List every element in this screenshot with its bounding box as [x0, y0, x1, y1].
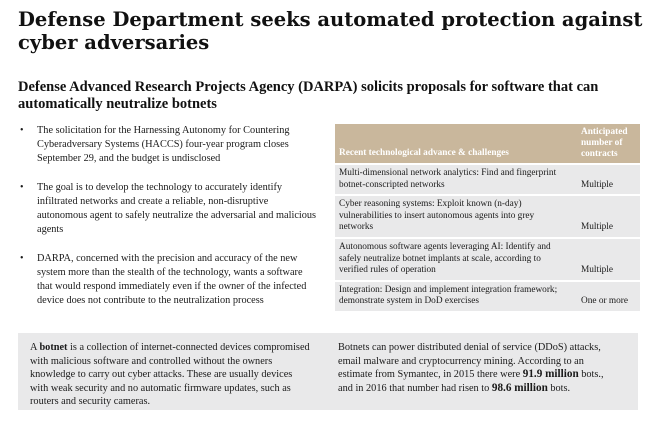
- botnet-definition: [30, 341, 312, 409]
- bullet-list: [20, 124, 320, 323]
- bullet-item: [20, 252, 320, 308]
- bullet-icon: •: [20, 182, 24, 193]
- table-row: [335, 238, 640, 281]
- botnet-term: botnet: [39, 342, 68, 353]
- table-header-row: [335, 124, 640, 164]
- stats-text-3: bots.: [547, 382, 571, 394]
- stats-text-1: Botnets can power distributed denial of service (DDoS) attacks, email malware and cryptocurrency mining. According to an estimate from Symantec, in 2015 there were: [338, 342, 601, 381]
- table-cell-advance: Integration: Design and implement integration framework; demonstrate system in DoD exercises: [335, 281, 573, 312]
- table-row: [335, 195, 640, 238]
- bullet-text: The solicitation for the Harnessing Autonomy for Countering Cyberadversary Systems (HACCS) four-year program closes September 29, and the budget is undisclosed: [37, 125, 290, 164]
- stats-text-2: bots., and in 2016 that number had risen to: [338, 369, 604, 394]
- table-header-contracts: Anticipated number of contracts: [573, 124, 640, 164]
- bullet-text: The goal is to develop the technology to accurately identify infiltrated networks and create a reliable, non-disruptive autonomous agent to safely neutralize the adversarial and malicious agents: [37, 182, 317, 235]
- bullet-icon: •: [20, 125, 24, 136]
- page-subtitle: Defense Advanced Research Projects Agency (DARPA) solicits proposals for software that can automatically neutralize botnets: [18, 79, 599, 112]
- page-title: Defense Department seeks automated protection against cyber adversaries: [18, 8, 643, 54]
- table-cell-contracts: One or more: [573, 281, 640, 312]
- contracts-table: [335, 124, 640, 313]
- bullet-icon: •: [20, 253, 24, 264]
- table-cell-advance: Autonomous software agents leveraging AI: Identify and safely neutralize botnet implants at scale, according to verified rules of operation: [335, 238, 573, 281]
- table-cell-contracts: Multiple: [573, 238, 640, 281]
- table-row: [335, 164, 640, 195]
- table-cell-contracts: Multiple: [573, 195, 640, 238]
- table-cell-contracts: Multiple: [573, 164, 640, 195]
- table-header-advance: Recent technological advance & challenges: [335, 124, 573, 164]
- info-box: [18, 333, 638, 410]
- bullet-item: [20, 124, 320, 166]
- stat-2015-value: 91.9 million: [522, 368, 579, 381]
- table-cell-advance: Multi-dimensional network analytics: Find and fingerprint botnet-conscripted networks: [335, 164, 573, 195]
- bullet-item: [20, 181, 320, 237]
- table-cell-advance: Cyber reasoning systems: Exploit known (n-day) vulnerabilities to insert autonomous agents into grey networks: [335, 195, 573, 238]
- table-row: [335, 281, 640, 312]
- botnet-statistics: [338, 341, 620, 395]
- definition-prefix: A: [30, 342, 40, 353]
- stat-2016-value: 98.6 million: [491, 381, 548, 394]
- bullet-text: DARPA, concerned with the precision and accuracy of the new system more than the stealth of the technology, wants a software that would respond immediately even if the owner of the infected device does not contribute to the neutralization process: [37, 253, 307, 306]
- definition-text: is a collection of internet-connected devices compromised with malicious software and controlled without the owners knowledge to carry out cyber attacks. These are usually devices with weak security and no automatic firmware updates, such as routers and security cameras.: [30, 342, 310, 408]
